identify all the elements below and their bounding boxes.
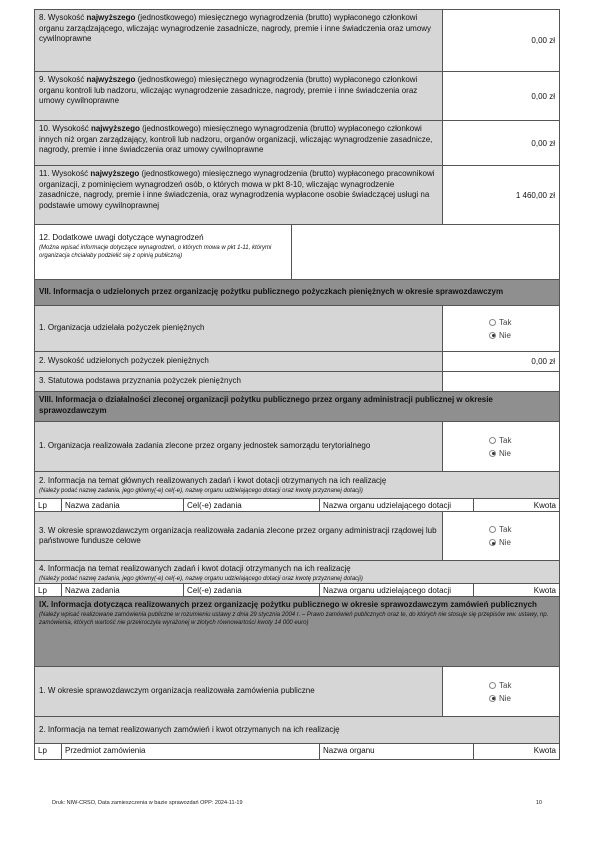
question-11-label: 11. Wysokość najwyższego (jednostkowego) miesięcznego wynagrodzenia (brutto) wypłaconego pracownikowi organizacji, z pominięciem wynagrodzeń osób, o których mowa w pkt 8-10, wliczając wynagrodzenie zasadnicze, nagrody, premie i inne świadczenia, oraz wynagrodzenia wypłacone osobie świadczącej usługi na podstawie umowy cywilnoprawnej xyxy=(35,166,442,224)
radio-circle-icon[interactable] xyxy=(489,437,496,444)
section-7-header xyxy=(34,280,560,306)
column-header-cel-zadania: Cel(-e) zadania xyxy=(184,499,320,511)
radio-option-tak[interactable]: Tak xyxy=(489,318,559,327)
question-8-label: 8. Wysokość najwyższego (jednostkowego) miesięcznego wynagrodzenia (brutto) wypłaconego członkowi organu zarządzającego, wliczając wynagrodzenie zasadnicze, nagrody, premie i inne świadczenia oraz umowy cywilnoprawne xyxy=(35,10,442,71)
report-form xyxy=(34,9,560,760)
radio-option-tak[interactable]: Tak xyxy=(489,525,559,534)
section-9-title: IX. Informacja dotycząca realizowanych przez organizację pożytku publicznego w okresie sprawozdawczym zamówień publicznych xyxy=(39,600,537,609)
section-8-q2-title: 2. Informacja na temat głównych realizowanych zadań i kwot dotacji otrzymanych na ich realizację xyxy=(39,476,387,485)
section-8-q4-row xyxy=(34,561,560,584)
section-9-q2-label: 2. Informacja na temat realizowanych zamówień i kwot otrzymanych na ich realizację xyxy=(35,717,559,743)
column-header-cel-zadania: Cel(-e) zadania xyxy=(184,584,320,596)
section-9-q1-radio-group xyxy=(442,667,559,716)
section-9-q2-row xyxy=(34,717,560,744)
question-12-note: (Można wpisać informacje dotyczące wynagrodzeń, o których mowa w pkt 1-11, którymi organizacja chciałaby podzielić się z opinią publiczną) xyxy=(39,244,272,259)
page-footer xyxy=(52,800,542,806)
radio-option-nie[interactable]: Nie xyxy=(489,331,559,340)
radio-option-nie[interactable]: Nie xyxy=(489,538,559,547)
column-header-nazwa-zadania: Nazwa zadania xyxy=(62,584,184,596)
radio-option-tak[interactable]: Tak xyxy=(489,436,559,445)
section-8-q1-row xyxy=(34,422,560,472)
column-header-kwota: Kwota xyxy=(533,586,556,595)
section-7-q1-label: 1. Organizacja udzielała pożyczek pieniężnych xyxy=(35,306,442,351)
question-10-value[interactable]: 0,00 zł xyxy=(442,121,559,165)
section-7-q1-radio-group xyxy=(442,306,559,351)
radio-circle-icon[interactable] xyxy=(489,682,496,689)
section-7-title: VII. Informacja o udzielonych przez organizację pożytku publicznego pożyczkach pieniężnych w okresie sprawozdawczym xyxy=(35,280,559,305)
section-9-table-header xyxy=(34,744,560,760)
section-8-q2-row xyxy=(34,472,560,499)
question-11-row xyxy=(34,166,560,225)
question-9-row xyxy=(34,72,560,121)
section-8-title: VIII. Informacja o działalności zleconej organizacji pożytku publicznego przez organy administracji publicznej w okresie sprawozdawczym xyxy=(35,392,559,421)
footer-print-info: Druk: NIW-CRSO, Data zamieszczenia w bazie sprawozdań OPP: 2024-11-19 xyxy=(52,800,243,806)
section-8-q3-row xyxy=(34,512,560,561)
question-11-value[interactable]: 1 460,00 zł xyxy=(442,166,559,224)
question-9-value[interactable]: 0,00 zł xyxy=(442,72,559,120)
section-8-q4-title: 4. Informacja na temat realizowanych zadań i kwot dotacji otrzymanych na ich realizację xyxy=(39,564,351,573)
column-header-lp: Lp xyxy=(35,584,62,596)
section-7-q1-row xyxy=(34,306,560,352)
column-header-nazwa-zadania: Nazwa zadania xyxy=(62,499,184,511)
section-7-q2-value[interactable]: 0,00 zł xyxy=(442,352,559,371)
question-9-label: 9. Wysokość najwyższego (jednostkowego) miesięcznego wynagrodzenia (brutto) wypłaconego członkowi organu kontroli lub nadzoru, wliczając wynagrodzenie zasadnicze, nagrody, premie i inne świadczenia oraz umowy cywilnoprawne xyxy=(35,72,442,120)
page-number: 10 xyxy=(535,800,542,806)
column-header-lp: Lp xyxy=(35,744,62,759)
section-8-q2-note: (Należy podać nazwę zadania, jego główny(-e) cel(-e), nazwę organu udzielającego dotacji oraz kwotę przyznanej dotacji) xyxy=(39,487,363,494)
radio-circle-icon[interactable] xyxy=(489,526,496,533)
section-8-q3-radio-group xyxy=(442,512,559,560)
section-9-q1-label: 1. W okresie sprawozdawczym organizacja realizowała zamówienia publiczne xyxy=(35,667,442,716)
radio-checked-icon[interactable] xyxy=(489,695,496,702)
radio-option-nie[interactable]: Nie xyxy=(489,694,559,703)
column-header-kwota: Kwota xyxy=(533,501,556,510)
section-9-note: (Należy wpisać realizowane zamówienia publiczne w rozumieniu ustawy z dnia 29 stycznia 2004 r. – Prawo zamówień publicznych oraz te, do których nie stosuje się przepisów ww. ustawy, np. zamówienia, których wartość nie przekroczyła wyrażonej w złotych równowartości kwoty 14 000 euro) xyxy=(39,611,549,626)
question-12-title: 12. Dodatkowe uwagi dotyczące wynagrodzeń xyxy=(39,233,204,242)
section-7-q3-row xyxy=(34,372,560,392)
section-8-table-header xyxy=(34,499,560,512)
column-header-nazwa-organu: Nazwa organu udzielającego dotacji xyxy=(320,584,474,596)
question-12-row xyxy=(34,225,560,280)
column-header-lp: Lp xyxy=(35,499,62,511)
section-9-header xyxy=(34,597,560,667)
radio-checked-icon[interactable] xyxy=(489,450,496,457)
section-8-q1-label: 1. Organizacja realizowała zadania zlecone przez organy jednostek samorządu terytorialnego xyxy=(35,422,442,471)
section-9-q1-row xyxy=(34,667,560,717)
section-8-table-2-header xyxy=(34,584,560,597)
section-8-q2-label xyxy=(35,472,559,498)
column-header-kwota: Kwota xyxy=(533,746,556,755)
question-12-input[interactable] xyxy=(291,225,559,279)
section-7-q3-label: 3. Statutowa podstawa przyznania pożyczek pieniężnych xyxy=(35,372,442,391)
column-header-przedmiot-zamowienia: Przedmiot zamówienia xyxy=(62,744,320,759)
question-8-value[interactable]: 0,00 zł xyxy=(442,10,559,71)
column-header-nazwa-organu: Nazwa organu xyxy=(320,744,474,759)
section-8-header xyxy=(34,392,560,422)
section-7-q2-label: 2. Wysokość udzielonych pożyczek pieniężnych xyxy=(35,352,442,371)
radio-checked-icon[interactable] xyxy=(489,332,496,339)
radio-checked-icon[interactable] xyxy=(489,539,496,546)
radio-circle-icon[interactable] xyxy=(489,319,496,326)
section-8-q4-label xyxy=(35,561,559,583)
question-10-row xyxy=(34,121,560,166)
section-8-q3-label: 3. W okresie sprawozdawczym organizacja realizowała zadania zlecone przez organy administracji rządowej lub państwowe fundusze celowe xyxy=(35,512,442,560)
question-8-row xyxy=(34,9,560,72)
column-header-nazwa-organu: Nazwa organu udzielającego dotacji xyxy=(320,499,474,511)
question-12-label xyxy=(35,225,291,279)
question-10-label: 10. Wysokość najwyższego (jednostkowego) miesięcznego wynagrodzenia (brutto) wypłaconego członkowi innych niż organ zarządzający, kontroli lub nadzoru, organów organizacji, wliczając wynagrodzenie zasadnicze, nagrody, premie i inne świadczenia oraz umowy cywilnoprawne xyxy=(35,121,442,165)
section-8-q1-radio-group xyxy=(442,422,559,471)
section-9-title-block xyxy=(35,597,559,666)
section-8-q4-note: (Należy podać nazwę zadania, jego główny(-e) cel(-e), nazwę organu udzielającego dotacji oraz kwotę przyznanej dotacji) xyxy=(39,575,363,582)
section-7-q3-value[interactable] xyxy=(442,372,559,391)
radio-option-nie[interactable]: Nie xyxy=(489,449,559,458)
section-7-q2-row xyxy=(34,352,560,372)
radio-option-tak[interactable]: Tak xyxy=(489,681,559,690)
